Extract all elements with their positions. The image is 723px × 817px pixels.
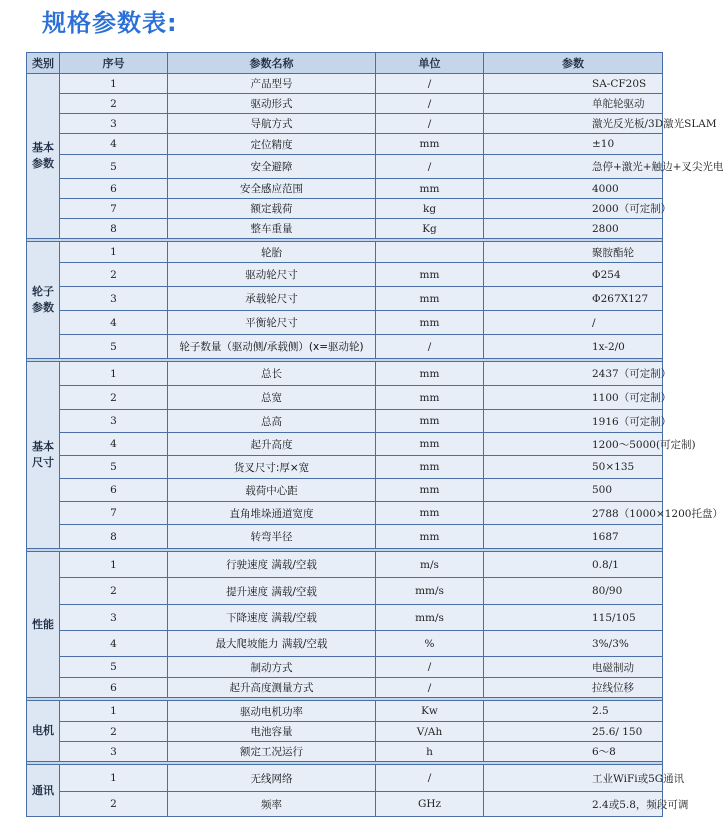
param-name-cell: 额定载荷	[168, 199, 376, 219]
table-row	[27, 722, 663, 742]
unit-cell: Kg	[376, 219, 484, 239]
value-cell: 500	[484, 479, 663, 502]
param-name-cell: 额定工况运行	[168, 742, 376, 762]
unit-cell: mm	[376, 134, 484, 155]
table-row	[27, 525, 663, 549]
index-cell: 4	[60, 311, 168, 335]
value-cell: 2437（可定制）	[484, 362, 663, 386]
table-row	[27, 678, 663, 698]
unit-cell: mm	[376, 502, 484, 525]
unit-cell: mm	[376, 525, 484, 549]
value-cell: Φ267X127	[484, 287, 663, 311]
index-cell: 3	[60, 410, 168, 433]
table-row	[27, 263, 663, 287]
header-param-name: 参数名称	[168, 53, 376, 74]
index-cell: 2	[60, 792, 168, 817]
table-row	[27, 287, 663, 311]
index-cell: 4	[60, 433, 168, 456]
param-name-cell: 产品型号	[168, 74, 376, 94]
table-row	[27, 74, 663, 94]
unit-cell: h	[376, 742, 484, 762]
table-row	[27, 242, 663, 263]
table-row	[27, 94, 663, 114]
value-cell: SA-CF20S	[484, 74, 663, 94]
index-cell: 3	[60, 114, 168, 134]
header-index: 序号	[60, 53, 168, 74]
value-cell: 4000	[484, 179, 663, 199]
table-row	[27, 335, 663, 359]
table-row	[27, 701, 663, 722]
table-row	[27, 155, 663, 179]
param-name-cell: 安全避障	[168, 155, 376, 179]
unit-cell: /	[376, 765, 484, 792]
value-cell: 1200～5000(可定制)	[484, 433, 663, 456]
unit-cell: mm	[376, 287, 484, 311]
index-cell: 2	[60, 578, 168, 605]
category-cell: 基本参数	[27, 74, 60, 239]
table-row	[27, 792, 663, 817]
unit-cell: /	[376, 335, 484, 359]
unit-cell: GHz	[376, 792, 484, 817]
unit-cell: /	[376, 74, 484, 94]
value-cell: 2000（可定制）	[484, 199, 663, 219]
table-row	[27, 479, 663, 502]
index-cell: 7	[60, 502, 168, 525]
index-cell: 5	[60, 657, 168, 678]
index-cell: 8	[60, 219, 168, 239]
spec-table	[26, 52, 723, 817]
unit-cell: m/s	[376, 552, 484, 578]
unit-cell: mm/s	[376, 578, 484, 605]
index-cell: 2	[60, 94, 168, 114]
index-cell: 3	[60, 287, 168, 311]
index-cell: 1	[60, 74, 168, 94]
table-row	[27, 311, 663, 335]
index-cell: 1	[60, 242, 168, 263]
table-header-row	[27, 53, 663, 74]
unit-cell: /	[376, 678, 484, 698]
table-row	[27, 765, 663, 792]
param-name-cell: 定位精度	[168, 134, 376, 155]
spec-table-body	[27, 74, 723, 817]
category-cell: 性能	[27, 552, 60, 698]
table-row	[27, 433, 663, 456]
header-unit: 单位	[376, 53, 484, 74]
category-cell: 电机	[27, 701, 60, 762]
table-row	[27, 502, 663, 525]
param-name-cell: 下降速度 满载/空载	[168, 605, 376, 631]
unit-cell: mm	[376, 456, 484, 479]
unit-cell	[376, 242, 484, 263]
index-cell: 6	[60, 479, 168, 502]
table-row	[27, 631, 663, 657]
param-name-cell: 行驶速度 满载/空载	[168, 552, 376, 578]
unit-cell: Kw	[376, 701, 484, 722]
index-cell: 5	[60, 155, 168, 179]
table-row	[27, 410, 663, 433]
category-cell: 轮子参数	[27, 242, 60, 359]
value-cell: 急停+激光+触边+叉尖光电	[484, 155, 663, 179]
param-name-cell: 提升速度 满载/空载	[168, 578, 376, 605]
table-row	[27, 362, 663, 386]
unit-cell: mm	[376, 410, 484, 433]
value-cell: 25.6/ 150	[484, 722, 663, 742]
index-cell: 5	[60, 456, 168, 479]
index-cell: 1	[60, 765, 168, 792]
param-name-cell: 转弯半径	[168, 525, 376, 549]
param-name-cell: 总宽	[168, 386, 376, 410]
table-row	[27, 179, 663, 199]
param-name-cell: 总长	[168, 362, 376, 386]
param-name-cell: 轮胎	[168, 242, 376, 263]
unit-cell: mm	[376, 179, 484, 199]
param-name-cell: 平衡轮尺寸	[168, 311, 376, 335]
unit-cell: mm	[376, 362, 484, 386]
index-cell: 6	[60, 678, 168, 698]
unit-cell: /	[376, 657, 484, 678]
unit-cell: /	[376, 155, 484, 179]
index-cell: 2	[60, 263, 168, 287]
index-cell: 4	[60, 134, 168, 155]
value-cell: 拉线位移	[484, 678, 663, 698]
param-name-cell: 起升高度	[168, 433, 376, 456]
param-name-cell: 导航方式	[168, 114, 376, 134]
unit-cell: mm	[376, 433, 484, 456]
index-cell: 1	[60, 552, 168, 578]
unit-cell: mm	[376, 479, 484, 502]
value-cell: ±10	[484, 134, 663, 155]
unit-cell: /	[376, 114, 484, 134]
value-cell: Φ254	[484, 263, 663, 287]
param-name-cell: 总高	[168, 410, 376, 433]
category-cell: 基本尺寸	[27, 362, 60, 549]
value-cell: 3%/3%	[484, 631, 663, 657]
index-cell: 1	[60, 362, 168, 386]
value-cell: 激光反光板/3D激光SLAM	[484, 114, 663, 134]
param-name-cell: 驱动形式	[168, 94, 376, 114]
unit-cell: kg	[376, 199, 484, 219]
param-name-cell: 直角堆垛通道宽度	[168, 502, 376, 525]
param-name-cell: 频率	[168, 792, 376, 817]
value-cell: 50×135	[484, 456, 663, 479]
value-cell: 115/105	[484, 605, 663, 631]
value-cell: 1100（可定制）	[484, 386, 663, 410]
param-name-cell: 载荷中心距	[168, 479, 376, 502]
table-row	[27, 134, 663, 155]
param-name-cell: 承载轮尺寸	[168, 287, 376, 311]
param-name-cell: 制动方式	[168, 657, 376, 678]
table-row	[27, 605, 663, 631]
value-cell: 1916（可定制）	[484, 410, 663, 433]
index-cell: 1	[60, 701, 168, 722]
table-row	[27, 742, 663, 762]
table-row	[27, 386, 663, 410]
param-name-cell: 整车重量	[168, 219, 376, 239]
param-name-cell: 驱动电机功率	[168, 701, 376, 722]
table-row	[27, 456, 663, 479]
table-row	[27, 657, 663, 678]
value-cell: 电磁制动	[484, 657, 663, 678]
value-cell: 工业WiFi或5G通讯	[484, 765, 663, 792]
param-name-cell: 起升高度测量方式	[168, 678, 376, 698]
table-row	[27, 219, 663, 239]
param-name-cell: 驱动轮尺寸	[168, 263, 376, 287]
value-cell: 1x-2/0	[484, 335, 663, 359]
index-cell: 7	[60, 199, 168, 219]
unit-cell: mm/s	[376, 605, 484, 631]
value-cell: 1687	[484, 525, 663, 549]
index-cell: 3	[60, 605, 168, 631]
index-cell: 3	[60, 742, 168, 762]
value-cell: 2.4或5.8，频段可调	[484, 792, 663, 817]
param-name-cell: 电池容量	[168, 722, 376, 742]
param-name-cell: 最大爬坡能力 满载/空载	[168, 631, 376, 657]
category-cell: 通讯	[27, 765, 60, 817]
unit-cell: mm	[376, 311, 484, 335]
value-cell: 聚胺酯轮	[484, 242, 663, 263]
unit-cell: mm	[376, 386, 484, 410]
header-category: 类别	[27, 53, 60, 74]
value-cell: 2.5	[484, 701, 663, 722]
unit-cell: %	[376, 631, 484, 657]
value-cell: 2800	[484, 219, 663, 239]
value-cell: 2788（1000×1200托盘）	[484, 502, 663, 525]
value-cell: 6～8	[484, 742, 663, 762]
page-title: 规格参数表:	[42, 9, 178, 37]
unit-cell: V/Ah	[376, 722, 484, 742]
param-name-cell: 轮子数量（驱动侧/承载侧）(x=驱动轮)	[168, 335, 376, 359]
index-cell: 5	[60, 335, 168, 359]
param-name-cell: 货叉尺寸:厚×宽	[168, 456, 376, 479]
unit-cell: mm	[376, 263, 484, 287]
value-cell: 单舵轮驱动	[484, 94, 663, 114]
value-cell: 80/90	[484, 578, 663, 605]
value-cell: 0.8/1	[484, 552, 663, 578]
index-cell: 6	[60, 179, 168, 199]
value-cell: /	[484, 311, 663, 335]
param-name-cell: 安全感应范围	[168, 179, 376, 199]
table-row	[27, 578, 663, 605]
index-cell: 2	[60, 722, 168, 742]
header-value: 参数	[484, 53, 663, 74]
table-row	[27, 199, 663, 219]
table-row	[27, 552, 663, 578]
index-cell: 4	[60, 631, 168, 657]
param-name-cell: 无线网络	[168, 765, 376, 792]
table-row	[27, 114, 663, 134]
index-cell: 2	[60, 386, 168, 410]
unit-cell: /	[376, 94, 484, 114]
index-cell: 8	[60, 525, 168, 549]
